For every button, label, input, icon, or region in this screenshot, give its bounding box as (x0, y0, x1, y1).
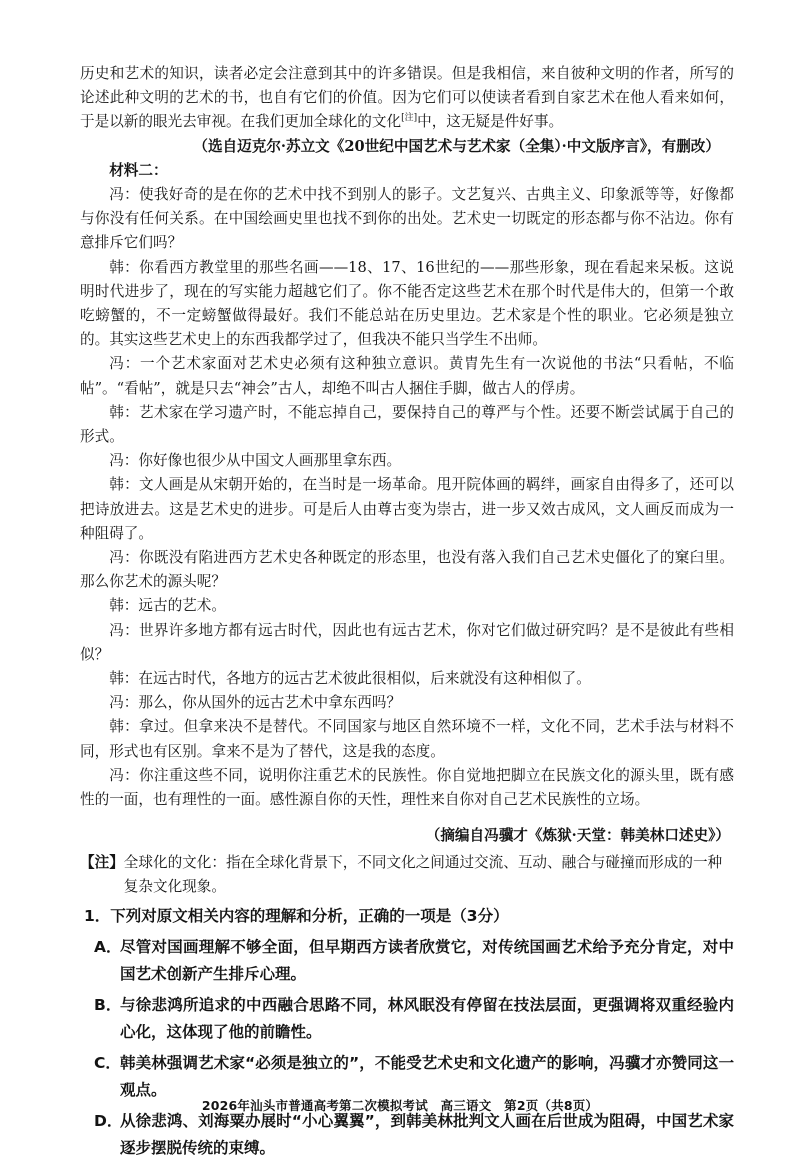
footnote-text: 全球化的文化：指在全球化背景下，不同文化之间通过交流、互动、融合与碰撞而形成的一种复杂文化现象。 (123, 853, 723, 895)
question-text: 下列对原文相关内容的理解和分析，正确的一项是（3分） (110, 906, 509, 925)
dialogue-line: 韩：你看西方教堂里的那些名画——18、17、16世纪的——那些形象，现在看起来呆板。这说明时代进步了，现在的写实能力超越它们了。你不能否定这些艺术在那个时代是伟大的，但第一个敢吃螃蟹的，不一定螃蟹做得最好。我们不能总站在历史里边。艺术家是个性的职业。它必须是独立的。其实这些艺术史上的东西我都学过了，但我决不能只当学生不出师。 (80, 258, 734, 349)
dialogue-line: 韩：文人画是从宋朝开始的，在当时是一场革命。甩开院体画的羁绊，画家自由得多了，还可以把诗放进去。这是艺术史的进步。可是后人由尊古变为崇古，进一步又效古成风，文人画反而成为一种阻碍了。 (80, 476, 734, 542)
footnote-tag: 【注】 (80, 853, 124, 871)
material2-source: （摘编自冯骥才《炼狱·天堂：韩美林口述史》） (425, 827, 730, 845)
option-letter: B． (94, 995, 122, 1014)
dialogue-line: 冯：你注重这些不同，说明你注重艺术的民族性。你自觉地把脚立在民族文化的源头里，既有感性的一面，也有理性的一面。感性源自你的天性，理性来自你对自己艺术民族性的立场。 (80, 766, 734, 809)
dialogue-line: 韩：拿过。但拿来决不是替代。不同国家与地区自然环境不一样，文化不同，艺术手法与材料不同，形式也有区别。拿来不是为了替代，这是我的态度。 (80, 718, 734, 760)
intro-paragraph: 历史和艺术的知识，读者必定会注意到其中的许多错误。但是我相信，来自彼种文明的作者，所写的论述此种文明的艺术的书，也自有它们的价值。因为它们可以使读者看到自家艺术在他人看来如何，于是以新的眼光去审视。在我们更加全球化的文化[注]中，这无疑是件好事。 (80, 65, 734, 131)
option-b[interactable] (80, 992, 734, 1046)
question-number: 1． (84, 906, 111, 925)
option-text: 韩美林强调艺术家“必须是独立的”，不能受艺术史和文化遗产的影响，冯骥才亦赞同这一观点。 (120, 1053, 734, 1099)
option-a[interactable] (80, 934, 734, 988)
material2-heading: 材料二： (109, 161, 168, 179)
page-footer: 2026年汕头市普通高考第二次模拟考试 高三语文 第2页（共8页） (201, 1098, 599, 1113)
option-text: 从徐悲鸿、刘海粟办展时“小心翼翼”，到韩美林批判文人画在后世成为阻碍，中国艺术家逐步摆脱传统的束缚。 (120, 1111, 734, 1157)
dialogue-line: 冯：你好像也很少从中国文人画那里拿东西。 (109, 452, 402, 470)
dialogue-line: 冯：那么，你从国外的远古艺术中拿东西吗？ (109, 694, 402, 712)
dialogue-line: 冯：使我好奇的是在你的艺术中找不到别人的影子。文艺复兴、古典主义、印象派等等，好像都与你没有任何关系。在中国绘画史里也找不到你的出处。艺术史一切既定的形态都与你不沾边。你有意排斥它们吗？ (80, 186, 734, 252)
option-letter: D． (94, 1111, 123, 1130)
dialogue-line: 冯：一个艺术家面对艺术史必须有这种独立意识。黄胄先生有一次说他的书法“只看帖，不临帖”。“看帖”，就是只去“神会”古人，却绝不叫古人捆住手脚，做古人的俘虏。 (80, 355, 734, 397)
question-1 (80, 903, 734, 1162)
dialogue-line: 韩：艺术家在学习遗产时，不能忘掉自己，要保持自己的尊严与个性。还要不断尝试属于自己的形式。 (80, 403, 734, 446)
dialogue-line: 韩：远古的艺术。 (109, 597, 226, 615)
question-stem (80, 903, 734, 930)
dialogue-line: 韩：在远古时代，各地方的远古艺术彼此很相似，后来就没有这种相似了。 (109, 670, 591, 688)
option-letter: C． (94, 1053, 121, 1072)
footnote (80, 851, 734, 899)
dialogue (80, 183, 734, 812)
material1-source: （选自迈克尔·苏立文《20世纪中国艺术与艺术家（全集）·中文版序言》，有删改） (193, 137, 720, 155)
dialogue-line: 冯：你既没有陷进西方艺术史各种既定的形态里，也没有落入我们自己艺术史僵化了的窠臼里。那么你艺术的源头呢？ (80, 549, 734, 591)
dialogue-line: 冯：世界许多地方都有远古时代，因此也有远古艺术，你对它们做过研究吗？是不是彼此有些相似？ (80, 621, 734, 663)
note-reference-mark: [注] (401, 113, 418, 124)
option-text: 与徐悲鸿所追求的中西融合思路不同，林风眠没有停留在技法层面，更强调将双重经验内心化，这体现了他的前瞻性。 (120, 995, 734, 1041)
option-letter: A． (94, 937, 122, 956)
option-text: 尽管对国画理解不够全面，但早期西方读者欣赏它，对传统国画艺术给予充分肯定，对中国艺术创新产生排斥心理。 (120, 937, 734, 983)
